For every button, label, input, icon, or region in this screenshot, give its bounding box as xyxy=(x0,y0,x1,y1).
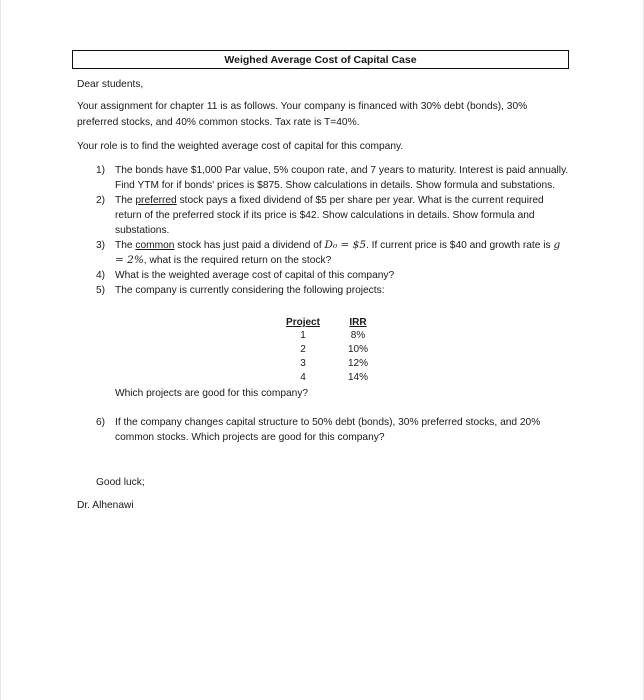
table-header-row xyxy=(281,316,381,329)
math-dividend: D₀ = $5 xyxy=(324,239,367,251)
signature: Dr. Alhenawi xyxy=(77,500,134,511)
underlined-word: common xyxy=(135,240,175,251)
document-title-text: Weighed Average Cost of Capital Case xyxy=(224,53,417,66)
text-fragment: stock pays a fixed dividend of $5 per share per year. What is the current required return of the preferred stock if its price is $42. Show calculations in details. Show formula and substations. xyxy=(115,195,544,236)
role-paragraph: Your role is to find the weighted average cost of capital for this company. xyxy=(77,141,404,152)
question-2 xyxy=(96,193,571,238)
followup-question: Which projects are good for this company? xyxy=(115,388,309,399)
question-number: 3) xyxy=(96,240,106,251)
question-text xyxy=(115,238,571,268)
table-row xyxy=(281,357,381,371)
question-number: 1) xyxy=(96,165,106,176)
table-row xyxy=(281,371,381,385)
page-left-edge xyxy=(0,0,1,700)
text-fragment: stock has just paid a dividend of xyxy=(174,240,325,251)
question-5 xyxy=(96,283,571,298)
text-fragment: The xyxy=(115,240,136,251)
greeting: Dear students, xyxy=(77,79,144,90)
text-fragment: . If current price is $40 and growth rate is xyxy=(366,240,554,251)
question-number: 4) xyxy=(96,270,106,281)
question-6 xyxy=(96,415,571,445)
irr-cell: 8% xyxy=(350,330,366,341)
project-cell: 4 xyxy=(300,372,306,383)
intro-paragraph: Your assignment for chapter 11 is as follows. Your company is financed with 30% debt (bonds), 30% preferred stocks, and 40% common stocks. Tax rate is T=40%. xyxy=(77,101,528,128)
header-irr: IRR xyxy=(349,317,367,328)
project-cell: 3 xyxy=(300,358,306,369)
table-row xyxy=(281,343,381,357)
table-row xyxy=(281,329,381,343)
question-text xyxy=(115,193,571,238)
project-cell: 1 xyxy=(300,330,306,341)
question-number: 6) xyxy=(96,417,106,428)
closing: Good luck; xyxy=(96,477,145,488)
question-text: The bonds have $1,000 Par value, 5% coupon rate, and 7 years to maturity. Interest is paid annually. Find YTM for if bonds' prices is $875. Show calculations in details. Show formula and substations. xyxy=(115,165,569,191)
document-title xyxy=(72,50,569,69)
question-1 xyxy=(96,163,571,193)
projects-table xyxy=(281,316,381,385)
question-number: 5) xyxy=(96,285,106,296)
question-text: What is the weighted average cost of capital of this company? xyxy=(115,270,395,281)
text-fragment: The xyxy=(115,195,136,206)
underlined-word: preferred xyxy=(135,195,177,206)
question-text: If the company changes capital structure to 50% debt (bonds), 30% preferred stocks, and 20% common stocks. Which projects are good for this company? xyxy=(115,417,541,443)
header-project: Project xyxy=(286,317,320,328)
question-text: The company is currently considering the following projects: xyxy=(115,285,385,296)
project-cell: 2 xyxy=(300,344,306,355)
irr-cell: 12% xyxy=(347,358,368,369)
irr-cell: 10% xyxy=(347,344,368,355)
irr-cell: 14% xyxy=(347,372,368,383)
question-number: 2) xyxy=(96,195,106,206)
question-list-2 xyxy=(96,415,571,445)
question-4 xyxy=(96,268,571,283)
question-list xyxy=(96,163,571,298)
question-3 xyxy=(96,238,571,268)
text-fragment: , what is the required return on the stock? xyxy=(143,255,332,266)
math-growth: g = 2% xyxy=(115,239,561,266)
